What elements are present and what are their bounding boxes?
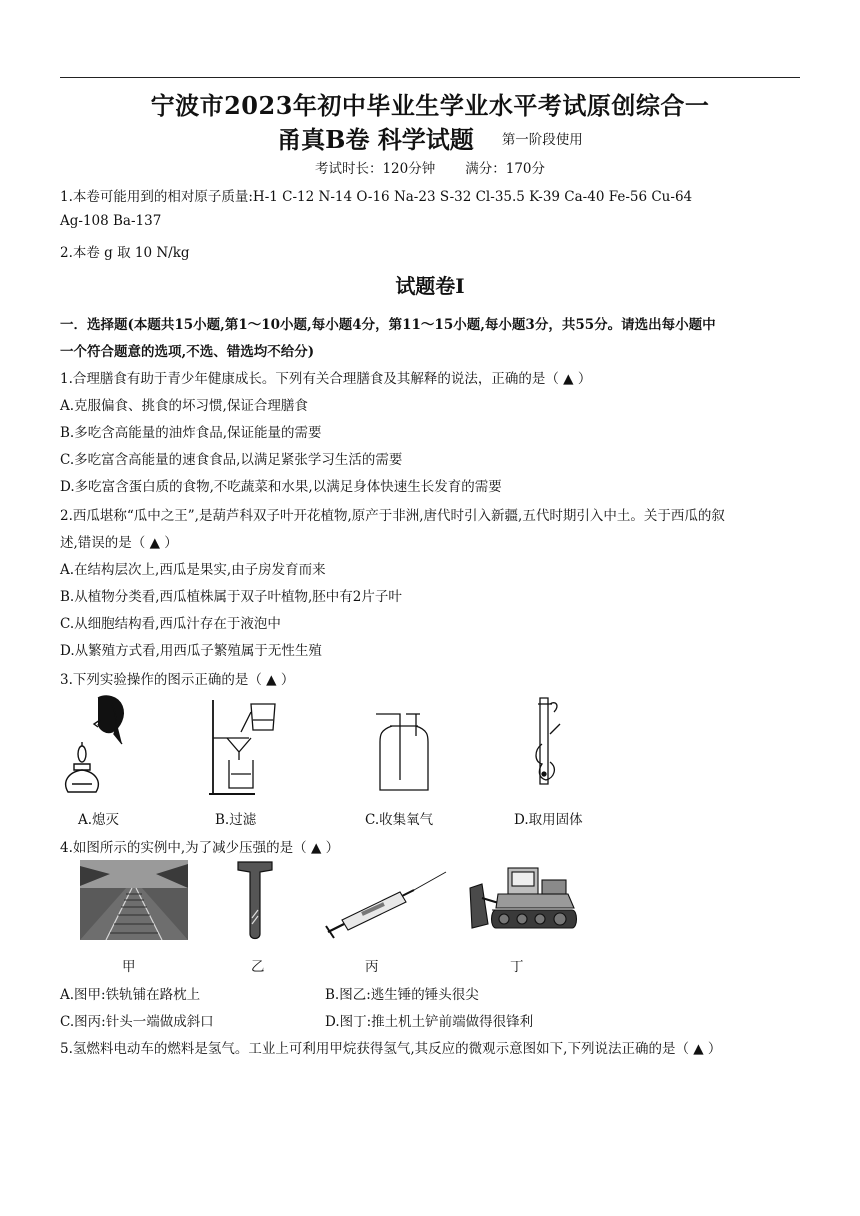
exam-time: 考试时长：120分钟 <box>314 161 436 177</box>
q4-option-a: A.图甲:铁轨铺在路枕上 <box>60 987 201 1003</box>
q4-stem: 4.如图所示的实例中,为了减少压强的是（ ▲ ） <box>60 840 340 856</box>
q4-label-yi: 乙 <box>251 959 265 975</box>
q1-option-d: D.多吃富含蛋白质的食物,不吃蔬菜和水果,以满足身体快速生长发育的需要 <box>60 479 502 495</box>
q2-stem-line2: 述,错误的是（ ▲ ） <box>60 535 178 551</box>
q2-option-a: A.在结构层次上,西瓜是果实,由子房发育而来 <box>60 562 326 578</box>
q4-label-jia: 甲 <box>122 959 136 975</box>
q3-caption-b: B.过滤 <box>215 812 257 828</box>
stage-note: 第一阶段使用 <box>501 132 583 148</box>
paper-title: 宁波市2023年初中毕业生学业水平考试原创综合一 <box>150 91 710 120</box>
q4-option-b: B.图乙:逃生锤的锤头很尖 <box>325 987 479 1003</box>
q4-label-bing: 丙 <box>365 959 379 975</box>
figure-gas-collection <box>372 706 436 796</box>
q2-option-b: B.从植物分类看,西瓜植株属于双子叶植物,胚中有2片子叶 <box>60 589 402 605</box>
q2-option-c: C.从细胞结构看,西瓜汁存在于液泡中 <box>60 616 281 632</box>
figure-bulldozer <box>468 858 578 936</box>
q1-option-a: A.克服偏食、挑食的坏习惯,保证合理膳食 <box>60 398 308 414</box>
q2-option-d: D.从繁殖方式看,用西瓜子繁殖属于无性生殖 <box>60 643 322 659</box>
q4-label-ding: 丁 <box>510 959 524 975</box>
q3-caption-c: C.收集氧气 <box>365 812 434 828</box>
instructions-line1: 一．选择题(本题共15小题,第1～10小题,每小题4分，第11～15小题,每小题3分，共55分。请选出每小题中 <box>60 317 716 333</box>
figure-escape-hammer <box>232 858 278 942</box>
q4-option-d: D.图丁:推土机土铲前端做得很锋利 <box>325 1014 534 1030</box>
note-gravity: 2.本卷 g 取 10 N/kg <box>60 245 190 261</box>
paper-subtitle <box>0 120 860 155</box>
figure-railway-photo <box>80 860 188 940</box>
figure-take-solid <box>520 694 572 796</box>
note-atomic-mass: 1.本卷可能用到的相对原子质量:H-1 C-12 N-14 O-16 Na-23 S-32 Cl-35.5 K-39 Ca-40 Fe-56 Cu-64 <box>60 189 693 205</box>
note-atomic-mass-cont: Ag-108 Ba-137 <box>60 213 162 229</box>
q3-caption-a: A.熄灭 <box>78 812 120 828</box>
exam-info <box>0 157 860 177</box>
q1-option-b: B.多吃含高能量的油炸食品,保证能量的需要 <box>60 425 322 441</box>
q1-stem: 1.合理膳食有助于青少年健康成长。下列有关合理膳食及其解释的说法，正确的是（ ▲ ） <box>60 371 592 387</box>
figure-extinguish-lamp <box>60 694 140 796</box>
q3-caption-d: D.取用固体 <box>514 812 583 828</box>
figure-syringe <box>322 866 450 940</box>
full-score: 满分：170分 <box>465 161 546 177</box>
figure-filtration <box>205 694 295 796</box>
q5-stem: 5.氢燃料电动车的燃料是氢气。工业上可利用甲烷获得氢气,其反应的微观示意图如下,下列说法正确的是（ ▲ ） <box>60 1041 722 1057</box>
q1-option-c: C.多吃富含高能量的速食食品,以满足紧张学习生活的需要 <box>60 452 403 468</box>
q4-option-c: C.图丙:针头一端做成斜口 <box>60 1014 214 1030</box>
q2-stem-line1: 2.西瓜堪称“瓜中之王”,是葫芦科双子叶开花植物,原产于非洲,唐代时引入新疆,五代时期引入中土。关于西瓜的叙 <box>60 508 725 524</box>
q3-stem: 3.下列实验操作的图示正确的是（ ▲ ） <box>60 672 295 688</box>
subtitle-text: 甬真B卷 科学试题 <box>277 125 474 154</box>
header-rule <box>60 77 800 78</box>
instructions-line2: 一个符合题意的选项,不选、错选均不给分) <box>60 344 315 360</box>
section-title: 试题卷Ⅰ <box>395 274 465 298</box>
